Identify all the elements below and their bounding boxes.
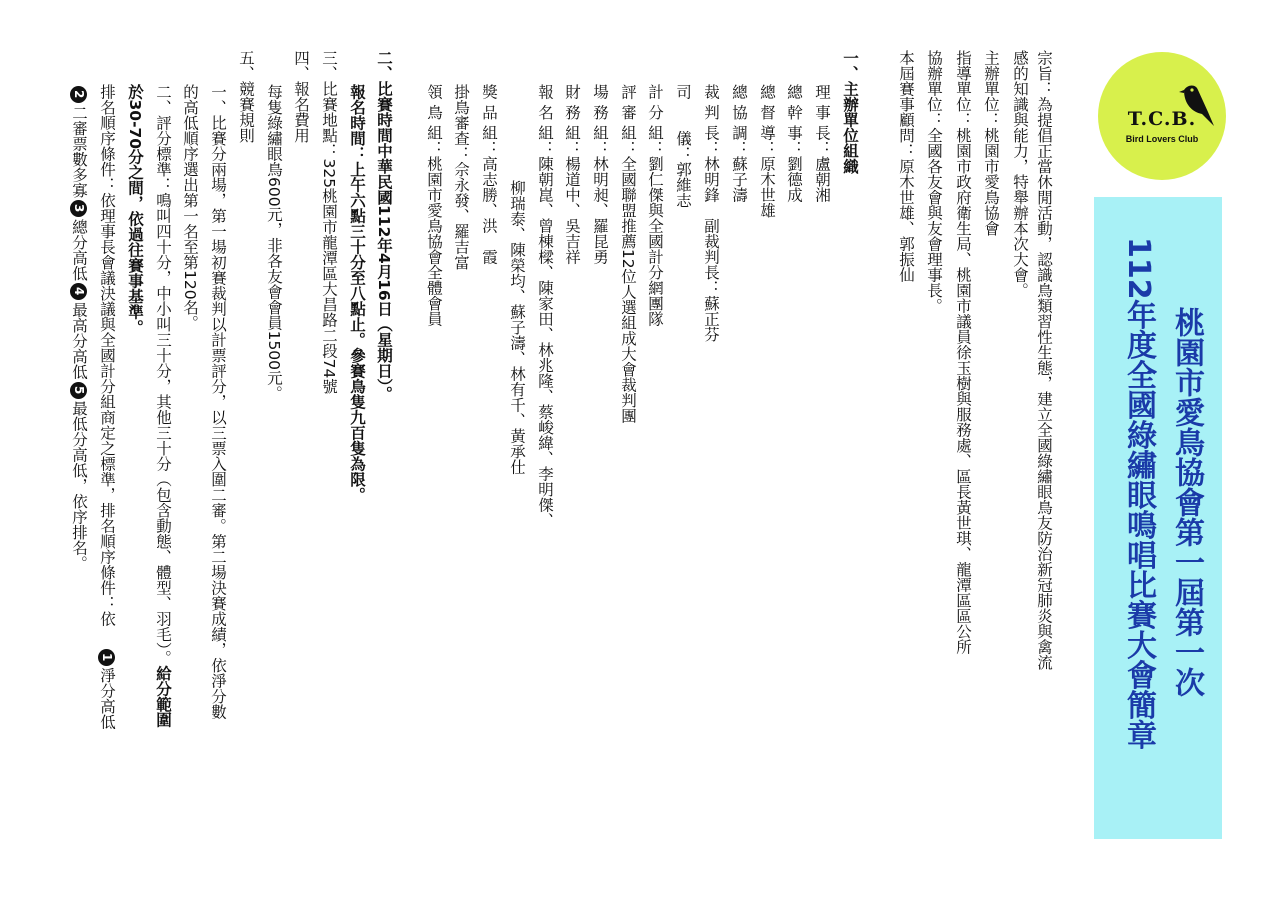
org-finance: 財 務 組：楊道中、吳吉祥 <box>563 84 581 265</box>
org-judging-panel: 評 審 組：全國聯盟推薦12位人選組成大會裁判團 <box>619 84 637 424</box>
org-scoring: 計 分 組：劉仁傑與全國計分網團隊 <box>646 84 664 327</box>
intro-purpose-cont: 感的知識與能力，特舉辦本次大會。 <box>1011 50 1029 298</box>
rule-2 <box>153 84 173 727</box>
rule-3-net-score: 淨分高低 <box>98 667 116 730</box>
org-coordinator: 總 協 調：蘇子濤 <box>730 84 748 203</box>
org-judges: 裁 判 長：林明鋒 副裁判長：蘇正芬 <box>702 84 720 342</box>
intro-purpose: 宗旨：為提倡正當休閒活動，認識鳥類習性生態，建立全國綠繡眼鳥友防治新冠肺炎與禽流 <box>1035 50 1053 670</box>
org-bird-pickup: 領 鳥 組：桃園市愛鳥協會全體會員 <box>425 84 443 327</box>
rule-1-cont: 的高低順序選出第一名至第120名。 <box>181 84 199 331</box>
title-line-1: 桃園市愛鳥協會第一屆第一次 <box>1169 307 1204 697</box>
club-logo <box>1098 52 1226 180</box>
section4-fee: 每隻綠繡眼鳥600元，非各友會會員1500元。 <box>265 84 283 402</box>
rule-3-highest: 最高分高低 <box>70 302 88 380</box>
number-3-icon: 3 <box>70 200 87 217</box>
section2-registration-time: 報名時間：上午六點三十分至八點止。參賽鳥隻九百隻為限。 <box>348 84 366 503</box>
rule-1: 一、比賽分兩場，第一場初賽裁判以計票評分，以三票入圍二審。第二場決賽成績，依淨分數 <box>209 84 227 720</box>
org-mc: 司 儀：郭維志 <box>674 84 692 208</box>
rule-2-text: 二、評分標準：鳴叫四十分，中小叫三十分，其他三十分（包含動態、體型、羽毛）。 <box>154 84 172 666</box>
rule-3-votes: 二審票數多寡 <box>70 105 88 198</box>
org-chairman: 理 事 長：盧朝湘 <box>813 84 831 203</box>
org-secretary: 總 幹 事：劉德成 <box>785 84 803 203</box>
number-1-icon: 1 <box>98 649 115 666</box>
org-supervisor: 總 督 導：原木世雄 <box>758 84 776 218</box>
section5-heading: 五、競賽規則 <box>237 50 255 143</box>
number-4-icon: 4 <box>70 283 87 300</box>
intro-advisor: 本屆賽事顧問：原木世雄、郭振仙 <box>897 50 915 283</box>
org-registration: 報 名 組：陳朝崑、曾棟樑、陳家田、林兆隆、蔡峻緯、李明傑、 <box>536 84 554 528</box>
rule-2-cont: 於30-70分之間，依過往賽事基準。 <box>126 84 144 336</box>
org-prizes: 獎 品 組：高志勝、洪 霞 <box>480 84 498 265</box>
section4-heading: 四、報名費用 <box>292 50 310 143</box>
intro-co-organizer: 協辦單位：全國各友會與友會理事長。 <box>925 50 943 314</box>
rule-3-text: 排名順序條件：依理事長會議決議與全國計分組商定之標準，排名順序條件：依 <box>98 84 116 627</box>
rule-3 <box>97 84 117 730</box>
number-5-icon: 5 <box>70 382 87 399</box>
org-bird-check: 掛鳥審查：佘永發、羅吉富 <box>452 84 470 270</box>
section3-venue: 三、比賽地點：325桃園市龍潭區大昌路二段74號 <box>320 50 338 394</box>
title-box <box>1094 197 1222 839</box>
org-venue: 場 務 組：林明昶、羅昆勇 <box>591 84 609 265</box>
section1-heading: 一、主辦單位組織 <box>841 50 859 174</box>
section2-date: 二、比賽時間中華民國112年4月16日（星期日）。 <box>375 50 393 402</box>
number-2-icon: 2 <box>70 86 87 103</box>
rule-3-cont <box>69 84 89 571</box>
intro-guidance: 指導單位：桃園市政府衛生局、桃園市議員徐玉樹與服務處、區長黃世琪、龍潭區區公所 <box>954 50 972 655</box>
logo-subtitle: Bird Lovers Club <box>1125 134 1199 144</box>
logo-name: T.C.B. <box>1127 108 1197 130</box>
rule-3-lowest: 最低分高低，依序排名。 <box>70 400 88 571</box>
org-registration-cont: 柳瑞泰、陳榮均、蘇子濤、林有千、黃承仕 <box>508 180 526 475</box>
title-line-2: 112年度全國綠繡眼鳴唱比賽大會簡章 <box>1121 237 1156 750</box>
intro-organizer: 主辦單位：桃園市愛鳥協會 <box>982 50 1000 236</box>
rule-3-total: 總分高低 <box>70 219 88 281</box>
rule-2-score-range: 給分範圍 <box>154 665 172 728</box>
